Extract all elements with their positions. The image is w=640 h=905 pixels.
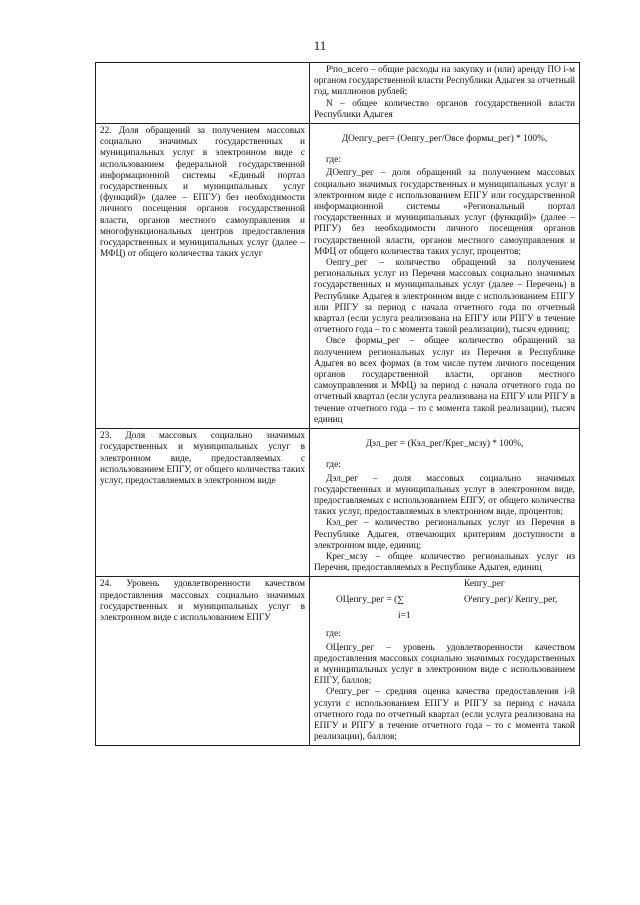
indicator-name-cell: 22. Доля обращений за получением массовых социально значимых государственных и муниципальных услуг в электронном виде с использованием федеральной государственной информационной системы «Единый портал государственных и муниципальных услуг (функций)» (далее – ЕПГУ) без необходимости личного посещения органов государственной власти, органов местного самоуправления и многофункциональных центров предоставления государственных и муниципальных услуг (далее – МФЦ) от общего количества таких услуг — [96, 124, 310, 429]
definition-paragraph: Pⁱпо_всего – общие расходы на закупку и (или) аренду ПО i-м органом государственной власти Республики Адыгея за отчетный год, миллионов рублей; — [314, 65, 575, 98]
definition-paragraph: Оепгу_рег – количество обращений за получением региональных услуг из Перечня массовых социально значимых государственных и муниципальных услуг (далее – Перечень) в Республике Адыгея в электронном виде с использованием ЕПГУ или РПГУ за период с начала отчетного года по отчетный квартал (если услуга реализована на ЕПГУ или РПГУ в течение отчетного года – то с момента такой реализации), тысяч единиц; — [314, 258, 575, 336]
where-label: где: — [326, 629, 341, 640]
indicator-method-cell — [310, 124, 580, 429]
definition-paragraph: ДОепгу_рег – доля обращений за получением массовых социально значимых государственных и муниципальных услуг в электронном виде с использованием ЕПГУ или государственной информационной системы «Региональный портал государственных и муниципальных услуг (функций)» (далее – РПГУ) без необходимости личного посещения органов государственной власти, органов местного самоуправления и МФЦ от общего количества таких услуг, процентов; — [314, 168, 575, 257]
sum-formula — [314, 579, 575, 623]
definition-paragraph: ОЦепгу_рег – уровень удовлетворенности качеством предоставления массовых социально значимых государственных и муниципальных услуг в электронном виде с использованием ЕПГУ, баллов; — [314, 642, 575, 687]
definition-paragraph: Дэл_рег – доля массовых социально значимых государственных и муниципальных услуг в электронном виде, предоставляемых с использованием ЕПГУ, от общего количества таких услуг, предоставляемых в электронном виде, процентов; — [314, 473, 575, 518]
formula: ДОепгу_рег= (Оепгу_рег/Овсе формы_рег) * 100%, — [341, 134, 548, 145]
indicator-method-cell — [310, 63, 580, 124]
formula: Дэл_рег = (Кэл_рег/Крег_мсзу) * 100%, — [365, 439, 524, 450]
indicator-method-cell — [310, 429, 580, 577]
sum-lower-limit: i=1 — [398, 611, 411, 622]
sum-formula-rhs: Оⁱепгу_рег)/ Кепгу_рег, — [464, 595, 558, 606]
indicator-name-cell — [96, 63, 310, 124]
where-label: где: — [326, 155, 341, 166]
table-row — [96, 63, 580, 124]
sum-formula-lhs: ОЦепгу_рег = (∑ — [336, 595, 404, 606]
indicator-name-cell: 23. Доля массовых социально значимых государственных и муниципальных услуг в электронном виде, предоставляемых с использованием ЕПГУ, от общего количества таких услуг, предоставляемых в электронном виде — [96, 429, 310, 577]
sum-upper-limit: Кепгу_рег — [464, 579, 505, 590]
page-number: 11 — [313, 38, 327, 53]
table-row — [96, 124, 580, 429]
indicator-method-cell — [310, 577, 580, 746]
indicator-name-cell: 24. Уровень удовлетворенности качеством предоставления массовых социально значимых государственных и муниципальных услуг в электронном виде с использованием ЕПГУ — [96, 577, 310, 746]
definition-paragraph: N – общее количество органов государственной власти Республики Адыгея — [314, 98, 575, 120]
table-row — [96, 577, 580, 746]
definition-paragraph: Крег_мсзу – общее количество региональных услуг из Перечня, предоставляемых в Республике Адыгея, единиц — [314, 551, 575, 574]
table-row — [96, 429, 580, 577]
definition-paragraph: Оⁱепгу_рег – средняя оценка качества предоставления i-й услуги с использованием ЕПГУ и РПГУ за период с начала отчетного года по отчетный квартал (если услуга реализована на ЕПГУ и РПГУ в течение отчетного года – то с момента такой реализации), баллов; — [314, 687, 575, 743]
definition-paragraph: Кэл_рег – количество региональных услуг из Перечня в Республике Адыгея, отвечающих критериям доступности в электронном виде, единиц; — [314, 518, 575, 551]
where-label: где: — [326, 460, 341, 471]
definition-paragraph: Овсе формы_рег – общее количество обращений за получением региональных услуг из Перечня в Республике Адыгея во всех формах (в том числе путем личного посещения органов государственной власти, органов местного самоуправления и МФЦ) за период с начала отчетного года по отчетный квартал (если услуга реализована на ЕПГУ или РПГУ в течение отчетного года – то с момента такой реализации), тысяч единиц — [314, 336, 575, 425]
indicators-table — [95, 62, 580, 746]
